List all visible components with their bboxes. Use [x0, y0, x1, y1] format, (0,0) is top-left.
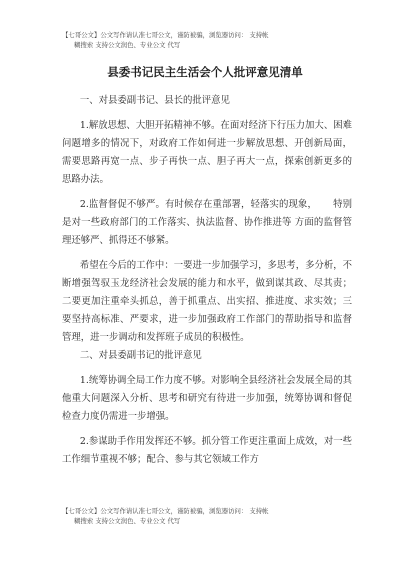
page-header-watermark	[62, 30, 362, 50]
paragraph-2-part-b: 特别是对一些政府部门的工作落实、执法监督、协作推进等 方面的监督管理还够严、抓得还不够紧。	[62, 199, 352, 246]
header-line-2: 糊搜索 支持公文润色、专业公文 代写	[74, 41, 181, 49]
paragraph-3: 希望在今后的工作中：一要进一步加强学习，多思考，多分析，不断增强驾驭玉龙经济社会发展的能力和水平，做到谋其政、尽其责；二要更加注重牵头抓总，善于抓重点、出实招、推进度、求实效；三要坚持高标准、严要求，进一步加强政府工作部门的帮助指导和监督管理，进一步调动和发挥班子成员的积极性。	[62, 260, 352, 343]
header-line-1: 【七哥公文】公文写作请认准七哥公文，谨防被骗，浏览器访问： 支持帐	[62, 31, 269, 39]
page-footer-watermark	[62, 506, 362, 526]
footer-line-1: 【七哥公文】公文写作请认准七哥公文，谨防被骗，浏览器访问： 支持帐	[62, 507, 269, 515]
document-body	[62, 92, 352, 469]
paragraph-2	[62, 196, 352, 250]
paragraph-1: 1.解放思想、大胆开拓精神不够。在面对经济下行压力加大、困难问题增多的情况下，对政府工作如何进一步解放思想、开创新局面，需要思路再宽一点、步子再快一点、胆子再大一点，探索创新更多的思路办法。	[62, 120, 352, 185]
document-title: 县委书记民主生活会个人批评意见清单	[107, 65, 303, 79]
paragraph-5: 2.参谋助手作用发挥还不够。抓分管工作更注重面上成效，对一些工作细节重视不够；配合、参与其它领域工作方	[62, 436, 352, 465]
footer-line-2: 糊搜索 支持公文润色、专业公文 代写	[74, 517, 181, 525]
section-heading-2: 二、对县委副书记的批评意见	[79, 350, 202, 361]
section-heading-1: 一、对县委副书记、县长的批评意见	[79, 95, 230, 106]
paragraph-4: 1.统筹协调全局工作力度不够。对影响全县经济社会发展全局的其他重大问题深入分析、思考和研究有待进一步加强，统筹协调和督促检查力度仍需进一步增强。	[62, 375, 352, 422]
paragraph-2-part-a: 2.监督督促不够严。有时候存在重部署，轻落实的现象，	[79, 199, 317, 210]
